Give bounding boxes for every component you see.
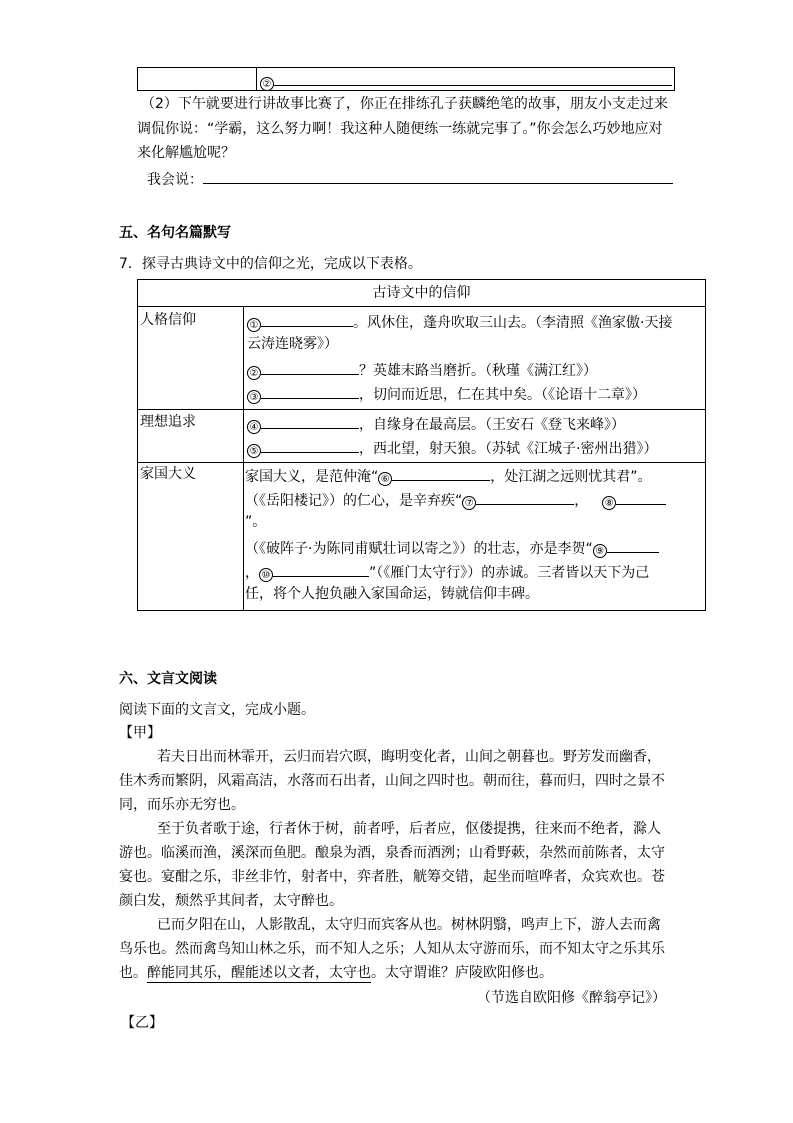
row-label: 人格信仰 <box>140 312 196 328</box>
divider <box>138 306 705 307</box>
q2-line2: 调侃你说：“学霸，这么努力啊！我这种人随便练一练就完事了。”你会怎么巧妙地应对 <box>137 121 663 137</box>
answer-number: ⑤ <box>247 444 261 458</box>
p3-line: 已而夕阳在山，人影散乱，太守归而宾客从也。树林阴翳，鸣声上下，游人去而禽 <box>157 917 661 933</box>
row-text: 。风休住，蓬舟吹取三山去。（李清照《渔家傲·天接 <box>353 315 673 331</box>
answer-blank[interactable] <box>261 313 353 327</box>
q2-answer-row <box>147 170 673 187</box>
answer-number: ① <box>247 318 261 332</box>
answer-blank[interactable] <box>392 467 490 481</box>
divider <box>138 462 705 463</box>
answer-number: ④ <box>247 420 261 434</box>
answer-number: ⑥ <box>378 472 392 486</box>
p2-line: 游也。临溪而渔，溪深而鱼肥。酿泉为酒，泉香而酒洌；山肴野蔌，杂然而前陈者，太守 <box>119 845 665 861</box>
p3-line: 鸟乐也。然而禽鸟知山林之乐，而不知人之乐；人知从太守游而乐，而不知太守之乐其乐 <box>119 941 665 957</box>
answer-blank[interactable] <box>273 563 369 577</box>
p3-text: 也。 <box>119 965 147 981</box>
answer-blank[interactable] <box>261 361 359 375</box>
row2-line2 <box>247 439 657 458</box>
table-header: 古诗文中的信仰 <box>372 285 471 301</box>
answer-number: ⑦ <box>462 496 476 510</box>
underlined-sentence: 醉能同其乐，醒能述以文者，太守也 <box>147 965 371 981</box>
source-citation: （节选自欧阳修《醉翁亭记》） <box>477 990 666 1006</box>
row1-line2: 云涛连晓雾》） <box>247 336 338 352</box>
row-text: 家国大义，是范仲淹“ <box>245 469 379 485</box>
answer-number: ⑩ <box>259 568 273 582</box>
answer-blank[interactable] <box>274 72 672 86</box>
row-text: （《破阵子·为陈同甫赋壮词以寄之》）的壮志，亦是李贺“ <box>245 541 593 557</box>
p2-line: 颜白发，颓然乎其间者，太守醉也。 <box>119 893 343 909</box>
answer-blank[interactable] <box>261 439 359 453</box>
answer-blank[interactable] <box>616 491 666 505</box>
row3-line1 <box>245 467 652 486</box>
row1-line3 <box>247 361 597 380</box>
answer-number: ② <box>247 366 261 380</box>
q2-line1: （2）下午就要进行讲故事比赛了，你正在排练孔子获麟绝笔的故事，朋友小支走过来 <box>141 96 668 112</box>
q2-line3: 来化解尴尬呢？ <box>137 145 235 161</box>
p3-text: 。太守谓谁？庐陵欧阳修也。 <box>371 965 553 981</box>
answer-blank[interactable] <box>476 491 574 505</box>
p1-line: 同，而乐亦无穷也。 <box>119 797 245 813</box>
q2-answer-blank[interactable] <box>203 170 673 184</box>
row-text: ，处江湖之远则忧其君”。 <box>490 469 652 485</box>
row-text: （《岳阳楼记》）的仁心，是辛弃疾“ <box>245 493 463 509</box>
q7-prompt: 7．探寻古典诗文中的信仰之光，完成以下表格。 <box>119 256 422 272</box>
row-text: ， <box>574 493 589 509</box>
jia-label: 【甲】 <box>119 725 161 741</box>
row-text: ，西北望，射天狼。（苏轼《江城子·密州出猎》） <box>359 441 658 457</box>
row3-line3: ”。 <box>245 514 267 530</box>
section5-title: 五、名句名篇默写 <box>119 225 231 241</box>
answer-blank[interactable] <box>607 539 659 553</box>
answer-number: ⑨ <box>593 544 607 558</box>
answer-blank[interactable] <box>261 385 359 399</box>
row3-line2 <box>245 491 666 510</box>
section6-title: 六、文言文阅读 <box>119 671 217 687</box>
section6-intro: 阅读下面的文言文，完成小题。 <box>119 702 315 718</box>
row1-line1 <box>247 313 672 332</box>
row-label: 家国大义 <box>140 466 196 482</box>
p2-line: 宴也。宴酣之乐，非丝非竹，射者中，弈者胜，觥筹交错，起坐而喧哗者，众宾欢也。苍 <box>119 869 665 885</box>
q2-answer-label: 我会说： <box>147 172 203 188</box>
p1-line: 若夫日出而林霏开，云归而岩穴暝，晦明变化者，山间之朝暮也。野芳发而幽香， <box>157 749 661 765</box>
p2-line: 至于负者歌于途，行者休于树，前者呼，后者应，伛偻提携，往来而不绝者，滁人 <box>157 821 661 837</box>
divider <box>138 409 705 410</box>
row3-line6: 任，将个人抱负融入家国命运，铸就信仰丰碑。 <box>245 586 539 602</box>
yi-label: 【乙】 <box>121 1015 163 1031</box>
row-text: ，切问而近思，仁在其中矣。（《论语十二章》） <box>359 387 646 403</box>
row-label: 理想追求 <box>140 414 196 430</box>
row2-line1 <box>247 415 625 434</box>
row1-line4 <box>247 385 646 404</box>
p3-last-line <box>119 966 553 980</box>
divider <box>243 306 244 610</box>
row-text: ， <box>245 565 259 581</box>
row-text: ，自缘身在最高层。（王安石《登飞来峰》） <box>359 417 625 433</box>
row-text: ”（《雁门太守行》）的赤诚。三者皆以天下为己 <box>369 565 650 581</box>
poetry-table <box>137 279 706 611</box>
row3-line4 <box>245 539 659 558</box>
answer-blank[interactable] <box>261 415 359 429</box>
row3-line5 <box>245 563 649 582</box>
top-table-divider <box>256 68 257 90</box>
answer-number: ② <box>260 77 274 91</box>
top-table <box>137 67 675 91</box>
answer-number: ③ <box>247 390 261 404</box>
answer-number: ⑧ <box>602 496 616 510</box>
top-table-cell2 <box>260 72 672 91</box>
p1-line: 佳木秀而繁阴，风霜高洁，水落而石出者，山间之四时也。朝而往，暮而归，四时之景不 <box>119 773 665 789</box>
row-text: ？英雄末路当磨折。（秋瑾《满江红》） <box>359 363 597 379</box>
